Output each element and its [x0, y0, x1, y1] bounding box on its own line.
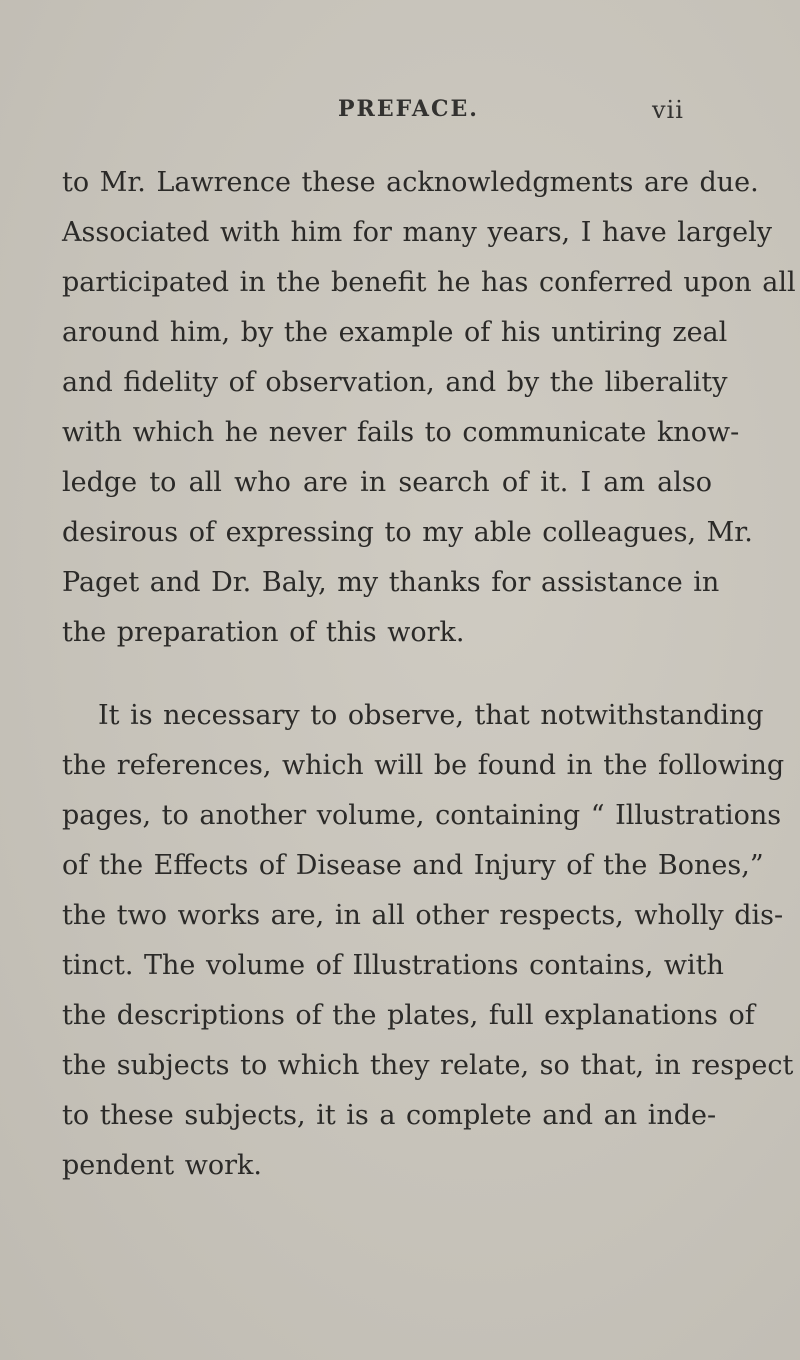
text-line: and fidelity of observation, and by the liberality — [62, 367, 728, 398]
text-line: around him, by the example of his untiring zeal — [62, 317, 728, 348]
text-line: tinct. The volume of Illustrations contains, with — [62, 950, 724, 981]
running-head — [0, 96, 800, 136]
text-line: the descriptions of the plates, full explanations of — [62, 1000, 755, 1031]
page-number: vii — [652, 96, 684, 124]
text-line: pendent work. — [62, 1150, 262, 1181]
body-text — [62, 158, 796, 1191]
text-line: the preparation of this work. — [62, 617, 465, 648]
text-line: desirous of expressing to my able colleagues, Mr. — [62, 517, 753, 548]
paragraph-2 — [62, 691, 794, 1191]
text-line: ledge to all who are in search of it. I am also — [62, 467, 712, 498]
text-line: of the Effects of Disease and Injury of the Bones,” — [62, 850, 764, 881]
text-line: the references, which will be found in the following — [62, 750, 785, 781]
text-line: Paget and Dr. Baly, my thanks for assistance in — [62, 567, 720, 598]
text-line: the subjects to which they relate, so that, in respect — [62, 1050, 794, 1081]
running-title: PREFACE. — [338, 96, 479, 122]
text-line: participated in the benefit he has conferred upon all — [62, 267, 796, 298]
text-line: with which he never fails to communicate know- — [62, 417, 740, 448]
text-line: to these subjects, it is a complete and an inde- — [62, 1100, 717, 1131]
paragraph-1 — [62, 158, 796, 658]
text-line: Associated with him for many years, I have largely — [62, 217, 773, 248]
text-line: the two works are, in all other respects, wholly dis- — [62, 900, 784, 931]
paragraph-gap — [62, 658, 712, 691]
text-line: to Mr. Lawrence these acknowledgments are due. — [62, 167, 759, 198]
text-line: It is necessary to observe, that notwithstanding — [98, 700, 764, 731]
text-line: pages, to another volume, containing “ Illustrations — [62, 800, 782, 831]
